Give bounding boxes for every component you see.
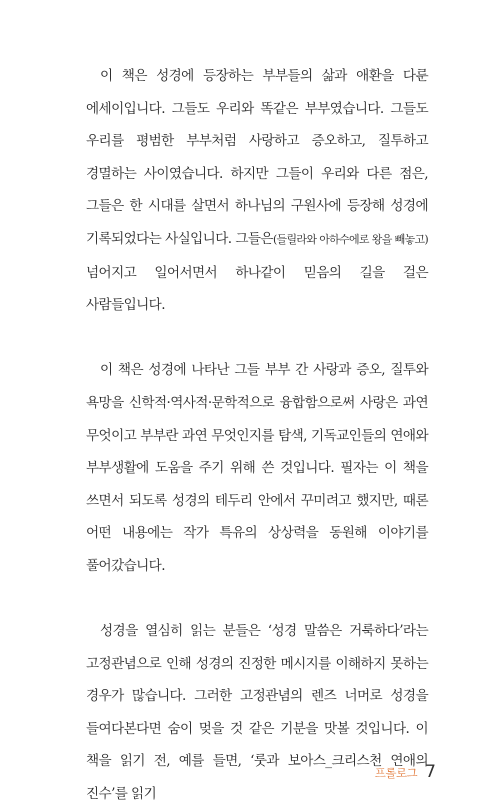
body-text (86, 60, 428, 811)
section-label: 프롤로그 (374, 766, 418, 780)
paragraph-1-aside: (들릴라와 아하수에로 왕을 빼놓고) (272, 232, 428, 246)
paragraph-2: 이 책은 성경에 나타난 그들 부부 간 사랑과 증오, 질투와 욕망을 신학적·역사적·문학적으로 융합함으로써 사랑은 과연 무엇이고 부부란 과연 무엇인지를 탐색, 기독교인들의 연애와 부부생활에 도움을 주기 위해 쓴 것입니다. 필자는 이 책을 쓰면서 되도록 성경의 테두리 안에서 꾸미려고 했지만, 때론 어떤 내용에는 작가 특유의 상상력을 동원해 이야기를 풀어갔습니다. (86, 362, 428, 574)
page-footer (375, 762, 436, 782)
page-number: 7 (425, 762, 436, 782)
paragraph-1-text-b: 넘어지고 일어서면서 하나같이 믿음의 길을 걸은 사람들입니다. (86, 264, 428, 314)
paragraph-3: 성경을 열심히 읽는 분들은 ‘성경 말씀은 거룩하다’라는 고정관념으로 인해 성경의 진정한 메시지를 이해하지 못하는 경우가 많습니다. 그러한 고정관념의 렌즈 너머로 성경을 들여다본다면 숨이 멎을 것 같은 기분을 맛볼 것입니다. 이 책을 읽기 전, 예를 들면, ‘룻과 보아스_크리스천 연애의 진수’를 읽기 (86, 623, 428, 803)
paragraph-1-text-a: 이 책은 성경에 등장하는 부부들의 삶과 애환을 다룬 에세이입니다. 그들도 우리와 똑같은 부부였습니다. 그들도 우리를 평범한 부부처럼 사랑하고 증오하고, 질투하고 경멸하는 사이였습니다. 하지만 그들이 우리와 다른 점은, 그들은 한 시대를 살면서 하나님의 구원사에 등장해 성경에 기록되었다는 사실입니다. 그들은 (86, 68, 428, 247)
paragraph-1 (86, 60, 428, 322)
